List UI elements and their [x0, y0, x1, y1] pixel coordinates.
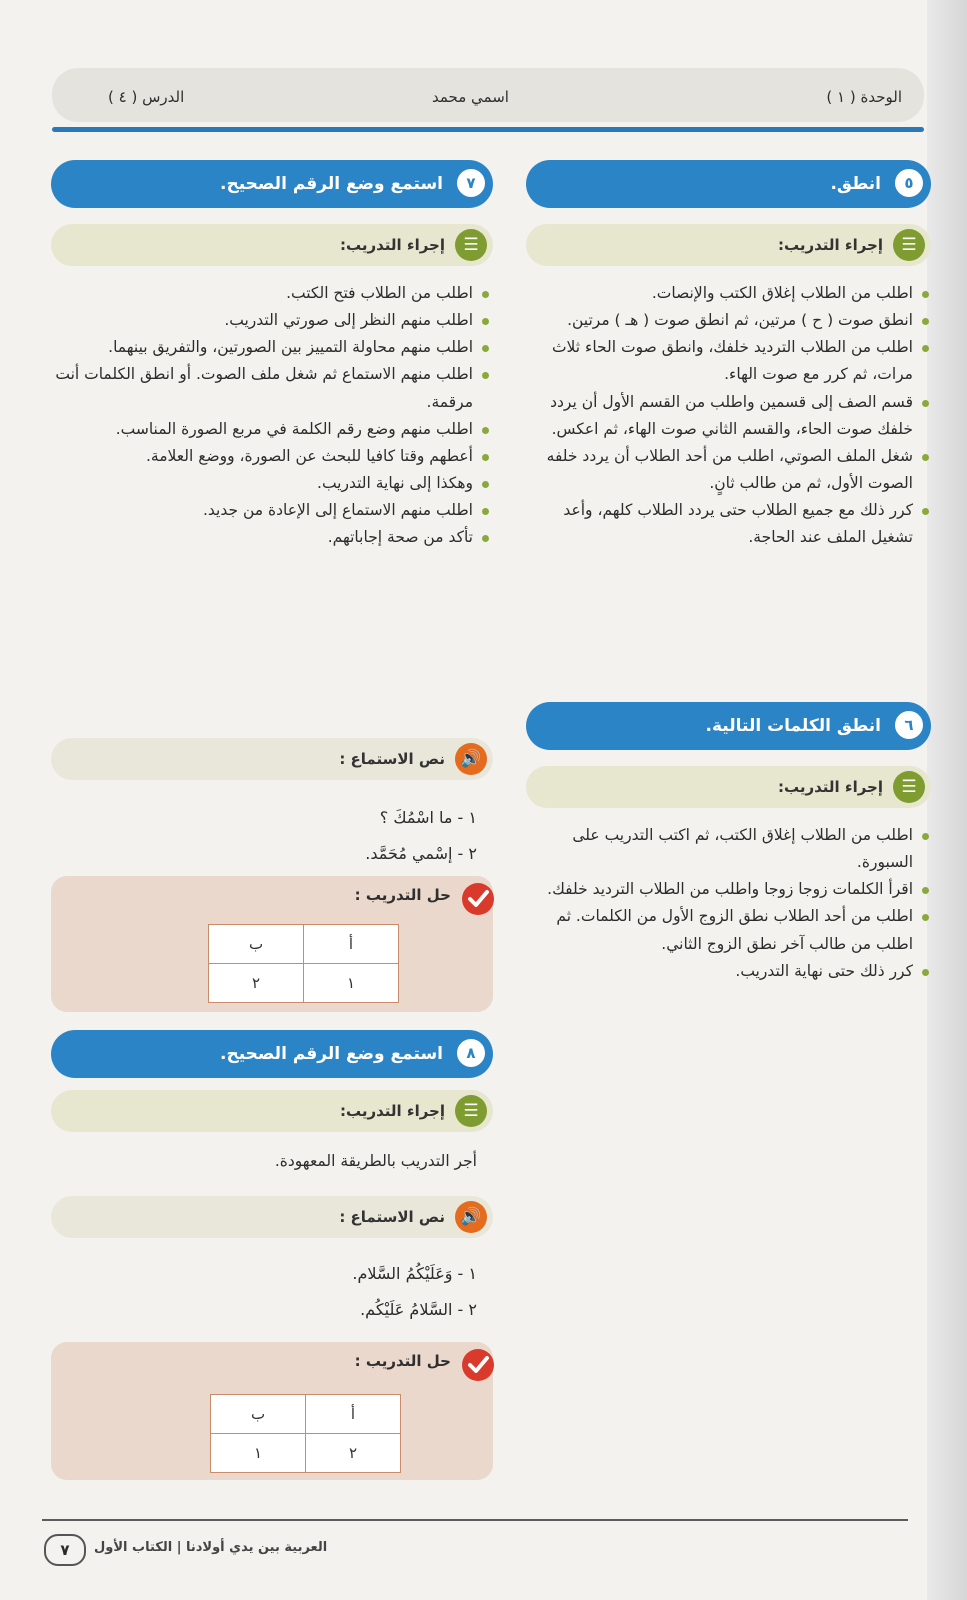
list-item: كرر ذلك حتى نهاية التدريب.: [531, 958, 931, 985]
table-row: [211, 1395, 401, 1434]
listening-line: ١ - ما اسْمُكَ ؟: [379, 808, 477, 827]
table-cell: ٢: [209, 964, 304, 1003]
check-icon: [461, 882, 495, 916]
lesson-label: الدرس ( ٤ ): [108, 88, 185, 106]
section-8-number: ٨: [455, 1037, 487, 1069]
list-item: أعطهم وقتا كافيا للبحث عن الصورة، ووضع العلامة.: [53, 443, 491, 470]
book-title: العربية بين يدي أولادنا | الكتاب الأول: [94, 1540, 328, 1555]
section-7-listening-bar: [51, 738, 493, 780]
answer-label: حل التدريب :: [354, 886, 451, 904]
list-icon: ☰: [893, 229, 925, 261]
listening-label: نص الاستماع :: [339, 1208, 445, 1226]
list-item: وهكذا إلى نهاية التدريب.: [53, 470, 491, 497]
table-cell: ٢: [306, 1434, 401, 1473]
list-item: تأكد من صحة إجاباتهم.: [53, 524, 491, 551]
procedure-label: إجراء التدريب:: [777, 236, 883, 254]
section-8-listening-bar: [51, 1196, 493, 1238]
section-6-procedure-bar: [526, 766, 931, 808]
list-icon: ☰: [455, 229, 487, 261]
listening-line: ١ - وَعَلَيْكُمُ السَّلام.: [352, 1264, 477, 1283]
list-item: اطلب من أحد الطلاب نطق الزوج الأول من الكلمات. ثم اطلب من طالب آخر نطق الزوج الثاني.: [531, 903, 931, 957]
section-8-title: [51, 1030, 493, 1078]
section-7-procedure-bar: [51, 224, 493, 266]
section-8-procedure-bar: [51, 1090, 493, 1132]
procedure-label: إجراء التدريب:: [777, 778, 883, 796]
list-item: انطق صوت ( ح ) مرتين، ثم انطق صوت ( هـ ) مرتين.: [531, 307, 931, 334]
speaker-icon: 🔊: [455, 1201, 487, 1233]
list-icon: ☰: [455, 1095, 487, 1127]
section-5-title: [526, 160, 931, 208]
check-icon: [461, 1348, 495, 1382]
procedure-label: إجراء التدريب:: [339, 1102, 445, 1120]
section-7-number: ٧: [455, 167, 487, 199]
page-footer: [42, 1532, 362, 1566]
list-item: اطلب من الطلاب فتح الكتب.: [53, 280, 491, 307]
list-item: اطلب من الطلاب إغلاق الكتب والإنصات.: [531, 280, 931, 307]
list-item: كرر ذلك مع جميع الطلاب حتى يردد الطلاب كلهم، وأعد تشغيل الملف عند الحاجة.: [531, 497, 931, 551]
section-5-procedure-bar: [526, 224, 931, 266]
section-6-steps: [531, 822, 931, 985]
table-row: [209, 964, 399, 1003]
section-8-instruction: أجر التدريب بالطريقة المعهودة.: [274, 1152, 477, 1170]
footer-divider: [42, 1519, 908, 1521]
list-item: اطلب منهم النظر إلى صورتي التدريب.: [53, 307, 491, 334]
header-divider: [52, 127, 924, 132]
list-item: اطلب من الطلاب إغلاق الكتب، ثم اكتب التدريب على السبورة.: [531, 822, 931, 876]
section-5-steps: [531, 280, 931, 551]
speaker-icon: 🔊: [455, 743, 487, 775]
section-6-title-text: انطق الكلمات التالية.: [705, 716, 881, 736]
section-8-title-text: استمع وضع الرقم الصحيح.: [220, 1044, 443, 1064]
section-8-answer-box: [51, 1342, 493, 1480]
answer-header: [355, 886, 493, 904]
list-item: اطلب منهم محاولة التمييز بين الصورتين، والتفريق بينهما.: [53, 334, 491, 361]
section-7-answer-box: [51, 876, 493, 1012]
table-cell: ب: [211, 1395, 306, 1434]
listening-line: ٢ - إسْمي مُحَمَّد.: [365, 844, 477, 863]
section-5-title-text: انطق.: [830, 174, 881, 194]
list-item: شغل الملف الصوتي، اطلب من أحد الطلاب أن يردد خلفه الصوت الأول، ثم من طالب ثانٍ.: [531, 443, 931, 497]
table-cell: أ: [304, 925, 399, 964]
table-cell: ١: [304, 964, 399, 1003]
table-cell: ب: [209, 925, 304, 964]
table-cell: أ: [306, 1395, 401, 1434]
list-item: قسم الصف إلى قسمين واطلب من القسم الأول أن يردد خلفك صوت الحاء، والقسم الثاني صوت الهاء، ثم اعكس.: [531, 389, 931, 443]
answer-label: حل التدريب :: [354, 1352, 451, 1370]
section-7-answer-table: [208, 924, 399, 1003]
list-item: اطلب منهم وضع رقم الكلمة في مربع الصورة المناسب.: [53, 416, 491, 443]
section-5-number: ٥: [893, 167, 925, 199]
page-edge: [927, 0, 967, 1600]
section-8-answer-table: [210, 1394, 401, 1473]
section-7-title: [51, 160, 493, 208]
list-item: اطلب منهم الاستماع إلى الإعادة من جديد.: [53, 497, 491, 524]
list-item: اقرأ الكلمات زوجا زوجا واطلب من الطلاب الترديد خلفك.: [531, 876, 931, 903]
list-icon: ☰: [893, 771, 925, 803]
listening-label: نص الاستماع :: [339, 750, 445, 768]
table-row: [211, 1434, 401, 1473]
procedure-label: إجراء التدريب:: [339, 236, 445, 254]
student-name: اسمي محمد: [432, 88, 509, 106]
section-7-title-text: استمع وضع الرقم الصحيح.: [220, 174, 443, 194]
page-header: [52, 68, 924, 122]
section-7-steps: [53, 280, 491, 551]
table-row: [209, 925, 399, 964]
section-6-number: ٦: [893, 709, 925, 741]
page-number: ٧: [44, 1534, 86, 1566]
list-item: اطلب منهم الاستماع ثم شغل ملف الصوت. أو انطق الكلمات أنت مرقمة.: [53, 361, 491, 415]
answer-header: [355, 1352, 493, 1370]
unit-label: الوحدة ( ١ ): [826, 88, 902, 106]
section-8-listening-text: [177, 1256, 477, 1328]
section-7-listening-text: [177, 800, 477, 872]
list-item: اطلب من الطلاب الترديد خلفك، وانطق صوت الحاء ثلاث مرات، ثم كرر مع صوت الهاء.: [531, 334, 931, 388]
table-cell: ١: [211, 1434, 306, 1473]
listening-line: ٢ - السَّلامُ عَلَيْكُم.: [360, 1300, 477, 1319]
section-6-title: [526, 702, 931, 750]
